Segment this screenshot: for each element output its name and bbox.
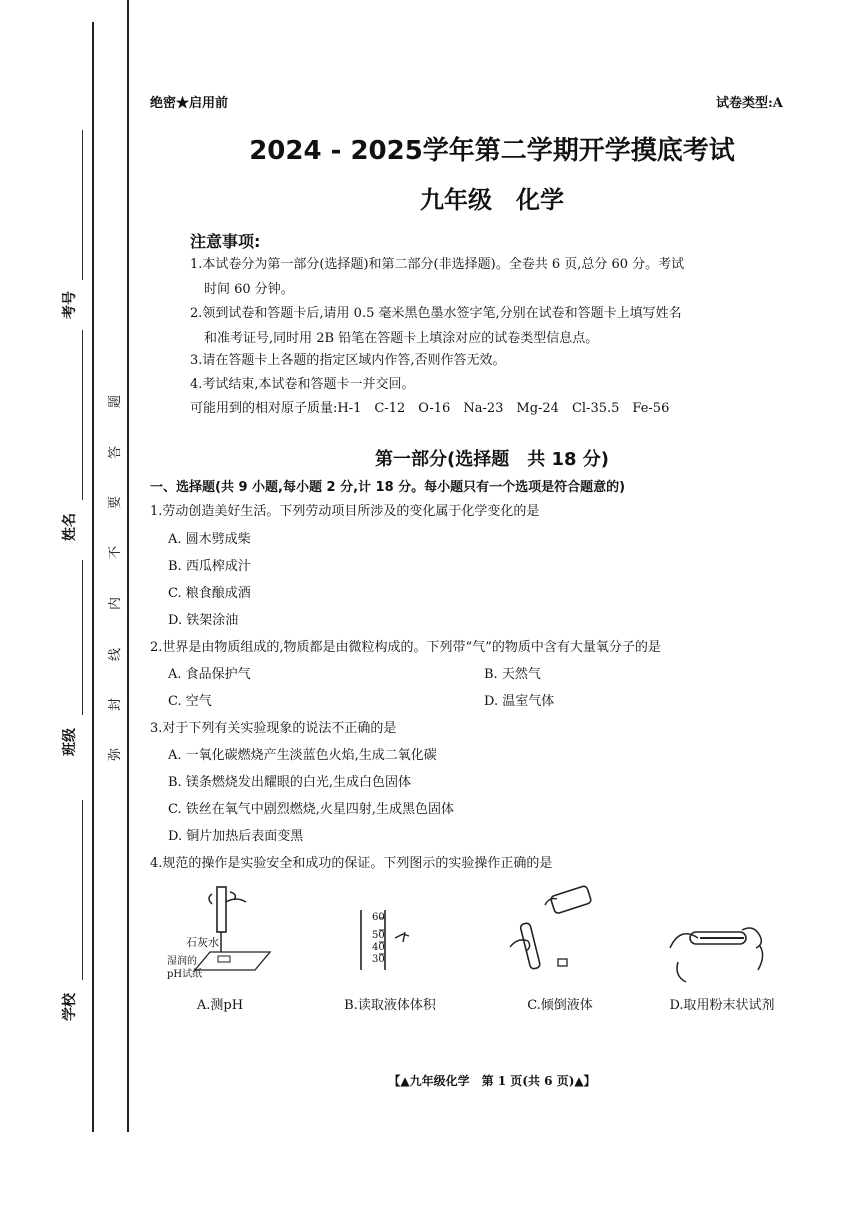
cylinder-tick-label: 40 [372, 942, 385, 953]
q3-option-d[interactable]: D. 铜片加热后表面变黑 [168, 829, 304, 844]
question-2-stem: 2.世界是由物质组成的,物质都是由微粒构成的。下列带“气”的物质中含有大量氧分子的是 [150, 640, 661, 655]
figure-c-caption[interactable]: C.倾倒液体 [527, 998, 593, 1013]
note-line: 时间 60 分钟。 [204, 282, 294, 297]
fig-a-label: pH试纸 [167, 969, 203, 980]
atomic-masses: 可能用到的相对原子质量:H-1 C-12 O-16 Na-23 Mg-24 Cl-35.5 Fe-56 [190, 401, 670, 416]
cylinder-tick-label: 50 [372, 930, 385, 941]
note-line: 2.领到试卷和答题卡后,请用 0.5 毫米黑色墨水签字笔,分别在试卷和答题卡上填写姓名 [190, 306, 682, 321]
q3-option-a[interactable]: A. 一氧化碳燃烧产生淡蓝色火焰,生成二氧化碳 [168, 748, 437, 763]
paper-type-label: 试卷类型:A [716, 96, 783, 111]
figure-b-caption[interactable]: B.读取液体体积 [344, 998, 436, 1013]
fig-a-label: 湿润的 [167, 956, 197, 967]
class-label: 班级 [62, 728, 78, 756]
exam-title: 2024 - 2025学年第二学期开学摸底考试 [249, 136, 735, 166]
q2-option-b[interactable]: B. 天然气 [484, 667, 541, 682]
seal-char: 内 [108, 596, 124, 611]
note-item [190, 252, 805, 302]
q2-option-d[interactable]: D. 温室气体 [484, 694, 555, 709]
note-item [190, 348, 805, 373]
q3-option-b[interactable]: B. 镁条燃烧发出耀眼的白光,生成白色固体 [168, 775, 411, 790]
q2-option-a[interactable]: A. 食品保护气 [168, 667, 251, 682]
seal-char: 要 [108, 495, 124, 510]
binding-line-inner [127, 0, 129, 1132]
secrecy-label: 绝密★启用前 [150, 96, 229, 111]
seal-char: 线 [108, 647, 124, 662]
class-blank[interactable] [82, 560, 83, 715]
seal-char: 答 [108, 445, 124, 460]
question-3-stem: 3.对于下列有关实验现象的说法不正确的是 [150, 721, 397, 736]
seal-char: 封 [108, 697, 124, 712]
part1-title: 第一部分(选择题 共 18 分) [374, 449, 610, 470]
cylinder-tick-label: 60 [372, 912, 385, 923]
name-label: 姓名 [62, 513, 78, 541]
page-footer: 【▲九年级化学 第 1 页(共 6 页)▲】 [388, 1074, 596, 1088]
figure-b-graduated-cylinder [355, 908, 425, 988]
exam-number-label: 考号 [62, 291, 78, 319]
q2-option-c[interactable]: C. 空气 [168, 694, 212, 709]
note-line: 3.请在答题卡上各题的指定区域内作答,否则作答无效。 [190, 353, 506, 368]
q3-option-c[interactable]: C. 铁丝在氧气中剧烈燃烧,火星四射,生成黑色固体 [168, 802, 455, 817]
q1-option-c[interactable]: C. 粮食酿成酒 [168, 586, 251, 601]
question-4-stem: 4.规范的操作是实验安全和成功的保证。下列图示的实验操作正确的是 [150, 856, 553, 871]
note-line: 和准考证号,同时用 2B 铅笔在答题卡上填涂对应的试卷类型信息点。 [204, 331, 599, 346]
notes-heading: 注意事项: [190, 232, 261, 251]
school-label: 学校 [62, 993, 78, 1021]
seal-char: 弥 [108, 747, 124, 762]
name-blank[interactable] [82, 330, 83, 500]
note-line: 1.本试卷分为第一部分(选择题)和第二部分(非选择题)。全卷共 6 页,总分 60 分。考试 [190, 257, 685, 272]
figure-d-powder-reagent [660, 918, 780, 988]
fig-a-label: 石灰水 [186, 936, 219, 949]
exam-subtitle: 九年级 化学 [420, 186, 564, 214]
note-item [190, 301, 805, 351]
cylinder-tick-label: 30 [372, 954, 385, 965]
note-item [190, 372, 805, 397]
question-1-stem: 1.劳动创造美好生活。下列劳动项目所涉及的变化属于化学变化的是 [150, 504, 540, 519]
seal-char: 不 [108, 545, 124, 560]
figure-c-pouring-liquid [500, 885, 620, 985]
section-heading: 一、选择题(共 9 小题,每小题 2 分,计 18 分。每小题只有一个选项是符合题意的) [150, 480, 626, 495]
q1-option-a[interactable]: A. 圆木劈成柴 [168, 532, 251, 547]
q1-option-d[interactable]: D. 铁架涂油 [168, 613, 239, 628]
school-blank[interactable] [82, 800, 83, 980]
figure-d-caption[interactable]: D.取用粉末状试剂 [669, 998, 775, 1013]
figure-a-caption[interactable]: A.测pH [196, 998, 244, 1013]
note-line: 4.考试结束,本试卷和答题卡一并交回。 [190, 377, 415, 392]
seal-char: 题 [108, 394, 124, 409]
q1-option-b[interactable]: B. 西瓜榨成汁 [168, 559, 251, 574]
